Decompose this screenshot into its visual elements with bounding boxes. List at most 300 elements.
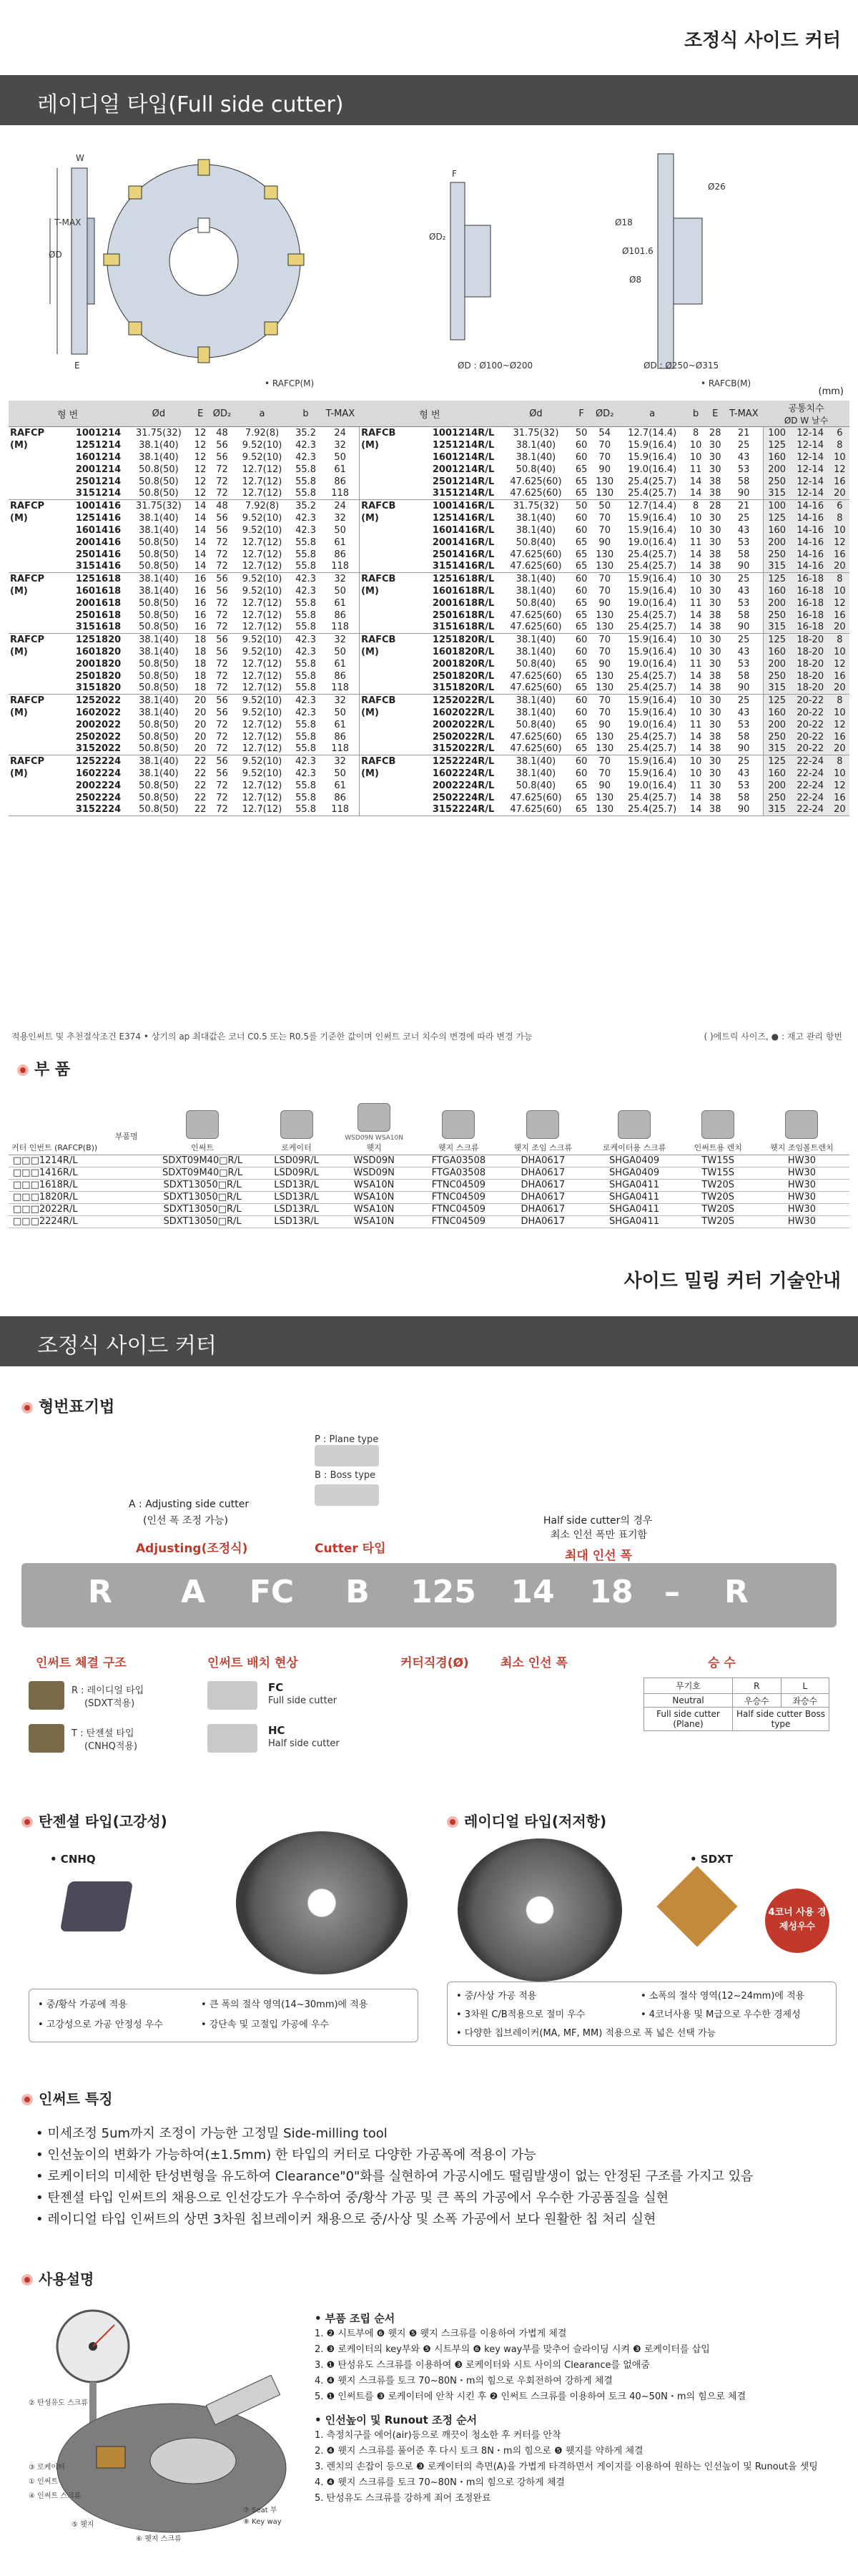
spec-cell: 14 [689, 609, 702, 621]
cutter-thumbnail [315, 1445, 379, 1466]
spec-cell: 50 [575, 500, 588, 511]
spec-cell: 50.8(50) [139, 549, 179, 560]
spec-cell: 160 [763, 707, 791, 719]
spec-cell: 50.8(40) [516, 597, 556, 609]
spec-cell: 16-18 [791, 622, 830, 634]
spec-cell: 2001618 [75, 597, 122, 609]
parts-corner-cell: 부품명 커터 인번트 (RAFCP(B)) [9, 1094, 142, 1155]
spec-cell [9, 804, 58, 816]
assembly-step: 1. ❷ 시트부에 ❻ 웻지 ❺ 웻지 스크류를 이용하여 가볍게 체결 [315, 2328, 567, 2339]
assembly-step: 3. ❶ 탄성유도 스크류를 이용하여 ❸ 로케이터와 시트 사이의 Clearance를 없애줌 [315, 2360, 650, 2371]
spec-header-cell: ØD₂ [210, 401, 235, 427]
spec-cell: 14 [689, 670, 702, 682]
spec-cell: 60 [575, 512, 588, 524]
parts-header-cell [754, 1094, 849, 1155]
spec-cell: 1001214R/L [432, 427, 495, 439]
parts-header-cell [330, 1094, 418, 1155]
part-icon [701, 1110, 734, 1139]
spec-cell: 1601618 [75, 585, 122, 597]
drawing-svg [29, 139, 837, 397]
parts-cell: SDXT13050□R/L [142, 1203, 263, 1215]
spec-cell: 50.8(50) [127, 488, 190, 500]
parts-cell: TW20S [682, 1203, 754, 1215]
spec-cell: 12.7(12) [242, 731, 282, 743]
spec-cell: 9.52(10) [242, 512, 282, 524]
rafcp-front-view [104, 160, 304, 363]
guide-banner [0, 1316, 858, 1366]
spec-cell: 56 [216, 768, 228, 779]
spec-cell: 200 [763, 658, 791, 670]
spec-cell: 30 [709, 755, 721, 767]
spec-cell: 12 [830, 464, 849, 476]
spec-cell: 12-14 [791, 488, 830, 500]
spec-cell: 14 [194, 524, 207, 536]
spec-cell: 12.7(12) [242, 658, 282, 670]
fc-image [207, 1681, 257, 1710]
guide-banner-title: 조정식 사이드 커터 [37, 1333, 217, 1358]
parts-header-row [9, 1094, 849, 1155]
spec-cell: 18 [194, 658, 207, 670]
naming-heading: 형번표기법 [21, 1395, 114, 1417]
spec-cell: 70 [598, 512, 611, 524]
spec-cell [9, 464, 58, 476]
parts-header-cell [682, 1094, 754, 1155]
spec-cell: 86 [334, 731, 346, 743]
parts-cell: LSD09R/L [262, 1167, 330, 1179]
spec-cell: 15.9(16.4) [628, 646, 677, 657]
spec-cell: 130 [591, 622, 618, 634]
radial-cutter-image [458, 1838, 622, 1982]
feature-item: • 탄젠셜 타입 인써트의 채용으로 인선강도가 우수하여 중/황삭 가공 및 큰 폭의 가공에서 우수한 가공품질을 실현 [36, 2188, 753, 2209]
spec-cell: 38.1(40) [516, 755, 556, 767]
spec-cell: 9.52(10) [242, 707, 282, 718]
spec-cell: 38.1(40) [139, 755, 179, 767]
spec-cell: 2501416 [75, 549, 122, 560]
spec-row [9, 537, 849, 549]
spec-header-cell: ØD₂ [591, 401, 618, 427]
spec-cell: 14 [194, 549, 207, 560]
spec-cell [9, 780, 58, 792]
spec-cell: 47.625(60) [510, 609, 562, 621]
spec-cell: 18 [191, 682, 210, 695]
spec-cell: 10 [830, 585, 849, 597]
spec-cell: 30 [709, 768, 721, 779]
spec-cell: 38 [706, 488, 725, 500]
spec-cell: 65 [572, 561, 591, 573]
spec-row [9, 792, 849, 804]
spec-cell: 20 [830, 682, 849, 695]
spec-cell: 16 [191, 622, 210, 634]
spec-cell: 38.1(40) [516, 634, 556, 645]
spec-cell: 1252224R/L [432, 755, 495, 767]
spec-cell: 14 [689, 792, 702, 803]
spec-cell: 25.4(25.7) [618, 682, 686, 695]
spec-cell: 90 [725, 682, 763, 695]
parts-cell: SHGA0411 [587, 1203, 682, 1215]
label-cutter-type: Cutter 타입 [315, 1542, 386, 1556]
parts-table [9, 1094, 849, 1228]
usage-heading: 사용설명 [21, 2268, 94, 2288]
spec-cell: 16 [830, 731, 849, 743]
spec-cell: 10 [830, 646, 849, 658]
spec-cell [360, 780, 410, 792]
spec-cell: 72 [210, 743, 235, 755]
spec-cell: 58 [737, 670, 750, 682]
spec-cell: 70 [598, 768, 611, 779]
spec-cell: 15.9(16.4) [628, 451, 677, 463]
spec-cell [9, 476, 58, 488]
spec-cell: 1601416 [75, 524, 122, 536]
spec-cell: RAFCB [360, 427, 410, 439]
spec-cell: 50 [334, 524, 346, 536]
spec-cell: 25.4(25.7) [628, 670, 677, 682]
spec-cell: 65 [575, 731, 588, 743]
spec-row [9, 670, 849, 682]
spec-cell: 25.4(25.7) [628, 792, 677, 803]
label-d1016: Ø101.6 [622, 246, 654, 256]
spec-cell [9, 792, 58, 804]
spec-cell: 12.7(12) [234, 561, 290, 573]
spec-cell: 315 [763, 561, 791, 573]
spec-cell: 9.52(10) [242, 585, 282, 597]
rafcb-side-view-2 [658, 154, 702, 368]
spec-cell: 25.4(25.7) [618, 743, 686, 755]
spec-row [9, 585, 849, 597]
spec-cell: 42.3 [295, 695, 317, 706]
spec-cell: 61 [334, 597, 346, 609]
spec-cell: (M) [360, 439, 410, 451]
spec-cell: 65 [575, 464, 588, 475]
spec-cell: 1001416R/L [432, 500, 495, 511]
spec-cell: 50.8(40) [516, 658, 556, 670]
parts-cell: □□□1214R/L [9, 1155, 142, 1167]
sdxt-insert-image [656, 1866, 737, 1946]
spec-cell: 55.8 [290, 561, 321, 573]
label-min-width: 최소 인선 폭 [500, 1656, 568, 1670]
hand-cell: R [733, 1678, 781, 1694]
spec-cell: 1601214 [75, 451, 122, 463]
spec-cell: 2001416R/L [432, 537, 495, 548]
spec-cell: 55.8 [295, 537, 317, 548]
hand-cell: 좌승수 [781, 1694, 829, 1708]
runout-step: 2. ❹ 웻지 스크류를 풀어준 후 다시 토크 8N・m의 힘으로 ❺ 웻지를 약하게 체결 [315, 2446, 644, 2457]
t-line-1: T : 탄젠셜 타입 [72, 1728, 134, 1739]
spec-cell: 56 [216, 755, 228, 767]
spec-cell: 20 [194, 707, 207, 718]
spec-cell [9, 561, 58, 573]
features-heading: 인써트 특징 [21, 2087, 113, 2108]
spec-cell: 72 [216, 792, 228, 803]
spec-cell: 38 [706, 622, 725, 634]
spec-cell: 38.1(40) [139, 585, 179, 597]
label-d8: Ø8 [629, 275, 642, 285]
spec-cell: 65 [575, 549, 588, 560]
spec-cell: 38.1(40) [139, 512, 179, 524]
spec-cell: 20 [194, 731, 207, 743]
spec-header-cell: E [706, 401, 725, 427]
spec-cell: 32 [334, 695, 346, 706]
parts-cell: SHGA0411 [587, 1191, 682, 1203]
spec-cell: 47.625(60) [500, 743, 571, 755]
spec-cell: 65 [572, 488, 591, 500]
parts-cell: □□□1618R/L [9, 1179, 142, 1191]
spec-row [9, 597, 849, 609]
spec-cell: 6 [830, 427, 849, 439]
spec-cell [9, 549, 58, 561]
spec-cell: RAFCP [10, 573, 45, 584]
spec-cell: 65 [575, 609, 588, 621]
spec-cell [360, 537, 410, 549]
spec-cell: 55.8 [295, 476, 317, 487]
spec-cell: 3152224 [58, 804, 127, 816]
caption-rafcp: • RAFCP(M) [265, 378, 315, 388]
spec-cell: 118 [321, 561, 359, 573]
spec-cell: 20 [194, 695, 207, 706]
spec-cell: 7.92(8) [245, 500, 280, 511]
spec-cell: 12.7(12) [242, 549, 282, 560]
spec-cell: 22-24 [791, 792, 830, 804]
hand-cell: 우승수 [733, 1694, 781, 1708]
spec-cell [360, 488, 410, 500]
spec-cell: 61 [334, 780, 346, 791]
spec-cell: 53 [737, 597, 750, 609]
spec-cell: 43 [737, 451, 750, 463]
spec-cell: 20-22 [791, 707, 830, 719]
spec-cell: 65 [572, 743, 591, 755]
spec-cell: 61 [334, 719, 346, 730]
spec-header-cell: b [290, 401, 321, 427]
spec-cell: 16 [194, 609, 207, 621]
spec-cell: 30 [709, 439, 721, 451]
spec-cell: 47.625(60) [500, 804, 571, 816]
spec-cell: (M) [360, 768, 410, 780]
tangential-insert-image [29, 1724, 64, 1753]
parts-cell: □□□1416R/L [9, 1167, 142, 1179]
spec-cell: 42.3 [295, 524, 317, 536]
spec-cell: 47.625(60) [510, 670, 562, 682]
spec-cell: 38 [706, 743, 725, 755]
spec-cell: 19.0(16.4) [628, 780, 677, 791]
spec-cell: 16-18 [791, 609, 830, 622]
parts-header-cell [499, 1094, 586, 1155]
part-icon [442, 1110, 475, 1139]
spec-cell: 21 [737, 500, 750, 511]
spec-cell: 50.8(50) [139, 464, 179, 475]
parts-cell: SDXT13050□R/L [142, 1215, 263, 1228]
rafcb-side-view-1 [450, 182, 490, 340]
part-label: 인써트 [191, 1142, 214, 1152]
usage-figure [29, 2303, 300, 2561]
spec-cell: 12.7(14.4) [628, 500, 677, 511]
spec-cell: 9.52(10) [242, 768, 282, 779]
spec-cell: 16 [194, 597, 207, 609]
spec-cell: 2002224R/L [432, 780, 495, 791]
spec-cell [360, 670, 410, 682]
spec-cell: 72 [216, 597, 228, 609]
spec-cell: 200 [763, 597, 791, 609]
spec-row [9, 622, 849, 634]
spec-cell: 86 [334, 609, 346, 621]
spec-cell: 38.1(40) [139, 695, 179, 706]
spec-cell: 100 [763, 500, 791, 512]
spec-cell: 19.0(16.4) [628, 658, 677, 670]
spec-cell: 2002022R/L [432, 719, 495, 730]
spec-cell: 12 [194, 451, 207, 463]
spec-cell: 50.8(50) [127, 682, 190, 695]
spec-cell [9, 609, 58, 622]
spec-cell: 12 [830, 780, 849, 792]
spec-cell: 86 [334, 670, 346, 682]
spec-cell: 2002022 [75, 719, 122, 730]
features-list [36, 2123, 753, 2230]
spec-cell: 47.625(60) [500, 561, 571, 573]
spec-cell: 60 [575, 585, 588, 597]
rad-point: • 다양한 칩브레이커(MA, MF, MM) 적용으로 폭 넓은 선택 가능 [456, 2028, 716, 2039]
hand-cell: Full side cutter (Plane) [644, 1708, 733, 1731]
spec-cell: 125 [763, 439, 791, 451]
parts-cell: DHA0617 [499, 1191, 586, 1203]
table-footnote-right: ( )에트릭 사이즈, ● : 재고 관리 항번 [704, 1032, 842, 1042]
spec-cell: 55.8 [290, 682, 321, 695]
spec-cell: 58 [737, 549, 750, 560]
fig-label: ③ 로케이터 [29, 2464, 65, 2472]
sdxt-label: • SDXT [690, 1853, 733, 1866]
spec-cell [360, 476, 410, 488]
spec-cell: 12 [194, 476, 207, 487]
runout-step: 4. ❹ 웻지 스크류를 토크 70~80N・m의 힘으로 강하게 체결 [315, 2477, 565, 2488]
rad-point: • 소폭의 절삭 영역(12~24mm)에 적용 [641, 1991, 805, 2002]
spec-cell: (M) [10, 439, 28, 451]
parts-cell: FTNC04509 [418, 1179, 500, 1191]
spec-cell: 14 [686, 622, 706, 634]
parts-cell: TW20S [682, 1179, 754, 1191]
spec-cell: 10 [689, 707, 702, 718]
section-dot-icon [21, 1402, 33, 1414]
spec-cell: 86 [334, 476, 346, 487]
spec-cell: 9.52(10) [242, 524, 282, 536]
fig-label: ⑤ 웻지 [72, 2521, 94, 2529]
spec-cell: 8 [830, 634, 849, 646]
spec-cell: 200 [763, 537, 791, 549]
spec-cell: 9.52(10) [242, 695, 282, 706]
spec-cell: 130 [596, 731, 614, 743]
spec-cell: 130 [596, 670, 614, 682]
spec-cell: 12.7(12) [234, 804, 290, 816]
spec-cell: 53 [737, 537, 750, 548]
spec-cell: 12 [830, 658, 849, 670]
caption-range2: ØD : Ø250~Ø315 [644, 361, 719, 371]
spec-cell: 50.8(50) [139, 609, 179, 621]
spec-cell: 43 [737, 707, 750, 718]
spec-cell: 55.8 [295, 792, 317, 803]
spec-cell: 70 [598, 646, 611, 657]
technical-drawings [29, 139, 837, 397]
spec-cell: 25.4(25.7) [628, 549, 677, 560]
parts-cell: SHGA0409 [587, 1167, 682, 1179]
spec-cell: 72 [216, 476, 228, 487]
spec-cell: RAFCP [10, 427, 45, 439]
spec-cell: (M) [10, 512, 28, 524]
spec-cell: 72 [210, 622, 235, 634]
spec-cell: 50.8(50) [139, 731, 179, 743]
runout-step: 3. 렌치의 손잡이 등으로 ❸ 로케이터의 측면(A)을 가볍게 타격하면서 게이지를 이용하여 원하는 인선높이 및 Runout을 셋팅 [315, 2462, 818, 2472]
spec-cell: 38.1(40) [139, 524, 179, 536]
spec-cell: 38.1(40) [139, 573, 179, 584]
spec-cell: 14-16 [791, 561, 830, 573]
spec-cell: 12 [194, 427, 207, 439]
spec-cell: 50.8(50) [127, 561, 190, 573]
spec-cell: 35.2 [295, 500, 317, 511]
hand-table [644, 1678, 829, 1731]
spec-cell: 38.1(40) [516, 768, 556, 779]
code-14: 14 [511, 1574, 555, 1610]
hand-cell: 무기호 [644, 1678, 733, 1694]
spec-cell: 30 [709, 597, 721, 609]
rafcp-side-view [50, 168, 94, 354]
spec-cell: RAFCB [360, 695, 410, 707]
spec-cell: (M) [360, 707, 410, 719]
spec-cell: 14-16 [791, 524, 830, 537]
spec-cell: 14-16 [791, 549, 830, 561]
spec-cell: 42.3 [295, 634, 317, 645]
spec-cell: 125 [763, 573, 791, 585]
spec-cell: 14 [686, 743, 706, 755]
parts-cell: FTNC04509 [418, 1215, 500, 1228]
parts-cell: □□□1820R/L [9, 1191, 142, 1203]
spec-cell: 70 [598, 524, 611, 536]
spec-cell: 35.2 [295, 427, 317, 439]
spec-cell: 12.7(12) [242, 719, 282, 730]
parts-row [9, 1179, 849, 1191]
parts-cell: HW30 [754, 1191, 849, 1203]
hand-cell: L [781, 1678, 829, 1694]
spec-cell: 14 [686, 682, 706, 695]
spec-cell: 65 [572, 622, 591, 634]
spec-cell [9, 743, 58, 755]
spec-cell: 8 [830, 439, 849, 451]
spec-cell: 118 [321, 743, 359, 755]
spec-cell: 20-22 [791, 731, 830, 743]
spec-cell: 65 [575, 670, 588, 682]
spec-cell: 38.1(40) [516, 707, 556, 718]
parts-cell: WSD09N [330, 1155, 418, 1167]
spec-cell: 130 [596, 549, 614, 560]
spec-cell: 2001214 [75, 464, 122, 475]
label-hand: 승 수 [708, 1656, 736, 1670]
p-type-note: P : Plane type [315, 1434, 379, 1445]
rad-point: • 중/사상 가공 적용 [456, 1991, 537, 2002]
parts-row [9, 1191, 849, 1203]
spec-cell: 9.52(10) [242, 634, 282, 645]
spec-cell: 65 [575, 537, 588, 548]
spec-cell: 30 [709, 646, 721, 657]
spec-cell: 70 [598, 573, 611, 584]
spec-cell: 130 [591, 682, 618, 695]
spec-cell: 130 [596, 792, 614, 803]
spec-cell: 38.1(40) [139, 439, 179, 451]
spec-cell: 72 [210, 488, 235, 500]
spec-cell: 10 [830, 524, 849, 537]
parts-cell: LSD13R/L [262, 1179, 330, 1191]
spec-cell: 50.8(50) [139, 658, 179, 670]
parts-cell: DHA0617 [499, 1215, 586, 1228]
spec-cell: 12.7(12) [242, 537, 282, 548]
spec-cell: 61 [334, 464, 346, 475]
parts-cell: SHGA0409 [587, 1155, 682, 1167]
parts-cell: FTNC04509 [418, 1191, 500, 1203]
spec-cell: 43 [737, 585, 750, 597]
tangential-cutter-image [236, 1831, 408, 1974]
